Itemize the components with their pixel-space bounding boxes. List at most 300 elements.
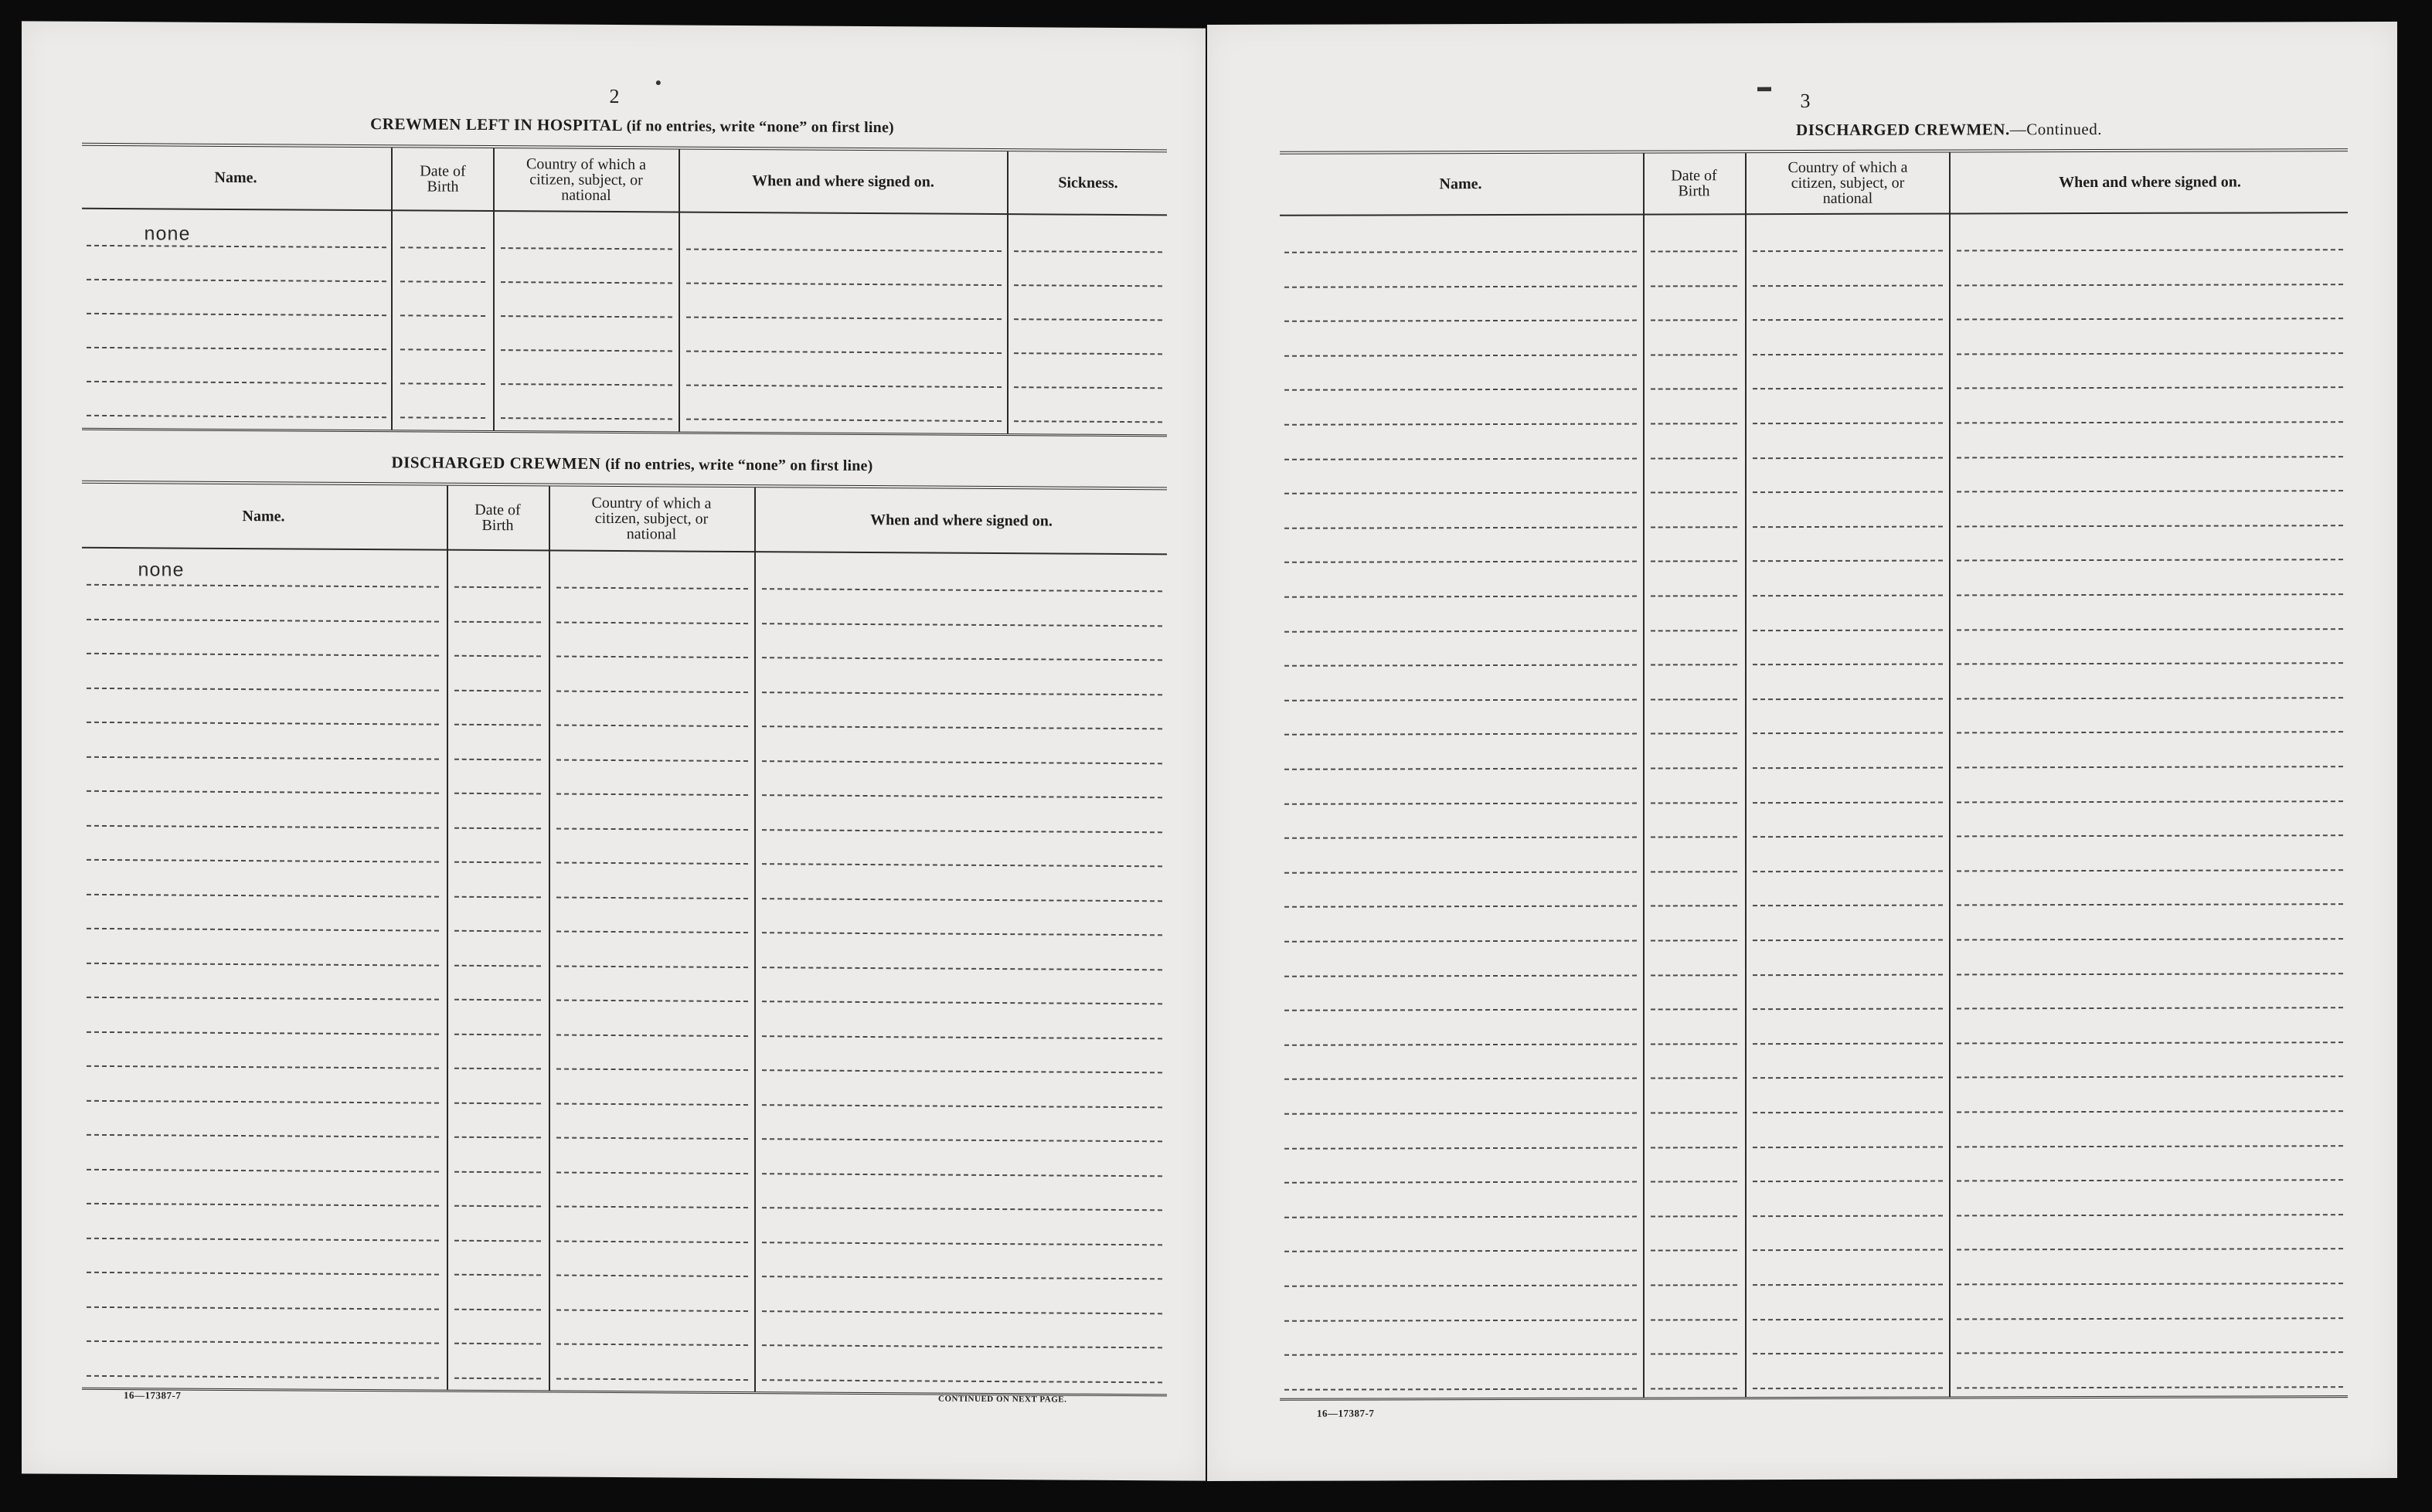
ink-speck: • [655,73,662,93]
ruled-line [1651,698,1737,700]
ruled-line [87,928,439,932]
discharged-col-signed: When and where signed on. [870,511,1053,530]
ruled-line [454,1308,541,1310]
ruled-line [1957,1351,2343,1354]
ruled-line [1753,767,1943,770]
hospital-col-country: Country of which a citizen, subject, or national [526,155,646,204]
ruled-line [1284,940,1637,943]
hospital-col-name: Name. [214,168,257,187]
ruled-line [87,1272,439,1276]
ruled-line [1957,1179,2343,1181]
ruled-line [1284,802,1637,804]
ruled-line [1753,491,1943,494]
cont-col-signed: When and where signed on. [2059,173,2241,192]
ruled-line [686,419,1002,422]
ruled-line [87,1306,439,1310]
hospital-divider [391,148,393,430]
ruled-line [556,1275,748,1278]
hospital-table [82,143,1167,437]
ruled-line [1284,423,1637,426]
ruled-line [87,653,439,657]
cont-col-name: Name. [1439,175,1482,193]
ruled-line [87,347,386,350]
ruled-line [762,1069,1162,1073]
ruled-line [556,621,748,624]
ruled-line [556,931,748,934]
ruled-line [454,1033,541,1035]
ruled-line [1957,938,2343,940]
ruled-line [1753,423,1943,425]
ruled-line [454,724,541,726]
ruled-line [1284,251,1637,253]
ruled-line [556,827,748,831]
ruled-line [1651,319,1737,321]
ruled-line [1753,905,1943,907]
ruled-line [1957,628,2343,630]
ruled-line [400,280,485,283]
ruled-line [1284,630,1637,632]
ruled-line [556,725,748,728]
ruled-line [454,827,541,829]
right-page [1207,22,2397,1481]
ruled-line [1651,1043,1737,1045]
ruled-line [686,351,1002,354]
ruled-line [1957,559,2343,562]
ruled-line [87,618,439,622]
ruled-line [556,1344,748,1347]
cont-divider [1949,152,1951,1396]
ruled-line [1284,1354,1637,1356]
ruled-line [501,315,672,318]
ruled-line [1957,284,2343,286]
discharged-title: DISCHARGED CREWMEN [391,453,601,473]
ruled-line [1753,870,1943,872]
ruled-line [1957,1283,2343,1285]
cont-divider [1745,153,1747,1397]
ruled-line [762,623,1162,627]
ruled-line [454,999,541,1001]
ruled-line [762,1379,1162,1383]
ruled-line [1284,664,1637,667]
ruled-line [556,1171,748,1174]
ruled-line [1753,973,1943,976]
ruled-line [556,1378,748,1381]
ruled-line [762,1310,1162,1314]
discharged-table [82,481,1167,1397]
ruled-line [454,861,541,864]
hospital-divider [493,148,495,430]
ruled-line [1651,1181,1737,1182]
ruled-line [1651,595,1737,596]
discharged-divider [549,486,550,1390]
ruled-line [87,756,439,759]
ruled-line [762,1104,1162,1108]
ruled-line [1014,352,1162,355]
discharged-continued-table [1280,148,2348,1401]
discharged-divider [754,488,756,1391]
ruled-line [1957,732,2343,734]
ruled-line [1957,1214,2343,1216]
ruled-line [1284,1319,1637,1321]
ruled-line [556,965,748,968]
ruled-line [1753,457,1943,459]
ruled-line [1284,974,1637,977]
ruled-line [87,381,386,384]
ruled-line [1284,285,1637,287]
ruled-line [1753,1008,1943,1011]
form-number-left: 16—17387-7 [124,1389,182,1402]
ruled-line [1753,732,1943,735]
ruled-line [1957,456,2343,458]
ruled-line [1651,1284,1737,1286]
ruled-line [1284,1078,1637,1080]
ruled-line [1753,664,1943,666]
ruled-line [454,1377,541,1379]
ruled-line [1753,1112,1943,1114]
ruled-line [87,245,386,248]
ruled-line [1957,525,2343,527]
ruled-line [1284,354,1637,356]
discharged-divider [447,486,448,1390]
ruled-line [686,283,1002,286]
ruled-line [762,794,1162,798]
ruled-line [762,863,1162,867]
hospital-subtitle: (if no entries, write “none” on first line) [626,117,894,137]
ruled-line [87,1099,439,1103]
ruled-line [87,1134,439,1138]
ruled-line [1651,1215,1737,1217]
cont-divider [1643,154,1645,1398]
hospital-section-title [99,113,1165,138]
ruled-line [1957,904,2343,906]
discharged-section-title [99,451,1165,477]
ruled-line [1957,1076,2343,1079]
ruled-line [762,932,1162,936]
ruled-line [1651,457,1737,459]
ruled-line [1957,1317,2343,1320]
ruled-line [556,793,748,797]
ruled-line [1651,767,1737,769]
ruled-line [1957,697,2343,699]
ruled-line [1284,733,1637,736]
ruled-line [454,1068,541,1070]
ruled-line [1957,490,2343,492]
ruled-line [87,1168,439,1172]
ruled-line [1957,318,2343,320]
ruled-line [454,1171,541,1173]
ruled-line [762,760,1162,764]
ruled-line [87,893,439,897]
ruled-line [1284,1181,1637,1184]
ruled-line [1753,1387,1943,1389]
ruled-line [1753,595,1943,597]
ruled-line [762,588,1162,592]
ruled-line [454,964,541,967]
ruled-line [1014,250,1162,253]
ruled-line [1284,1285,1637,1287]
ruled-line [400,314,485,317]
ruled-line [1957,1386,2343,1388]
ruled-line [1957,387,2343,389]
ruled-line [1284,1043,1637,1045]
ruled-line [1753,525,1943,528]
discharged-col-dob: Date of Birth [474,501,521,535]
ruled-line [1651,939,1737,941]
ruled-line [1753,801,1943,804]
hospital-divider [679,150,680,432]
ruled-line [454,1343,541,1345]
ruled-line [556,1103,748,1106]
ruled-line [454,930,541,933]
ruled-line [1284,320,1637,322]
ruled-line [1651,1319,1737,1320]
ruled-line [556,1069,748,1072]
ruled-line [1651,561,1737,562]
ruled-line [1957,249,2343,251]
ruled-line [1753,1042,1943,1045]
ruled-line [1957,800,2343,803]
ruled-line [1651,906,1737,907]
ruled-line [400,382,485,385]
ruled-line [556,1309,748,1312]
ruled-line [87,859,439,863]
ruled-line [87,1237,439,1241]
hospital-col-signed: When and where signed on. [752,172,934,191]
hospital-col-dob: Date of Birth [420,162,466,195]
ruled-line [556,1240,748,1243]
ruled-line [1753,284,1943,287]
ruled-line [454,1239,541,1242]
ruled-line [762,1344,1162,1348]
continued-note: CONTINUED ON NEXT PAGE. [938,1394,1067,1405]
ruled-line [1284,871,1637,873]
ruled-line [1651,1008,1737,1010]
discharged-subtitle: (if no entries, write “none” on first line) [605,455,873,475]
discharged-continued-title [1516,119,2382,141]
ruled-line [1651,1147,1737,1148]
ruled-line [1651,1388,1737,1389]
ruled-line [87,313,386,316]
ruled-line [1753,1181,1943,1183]
discharged-col-country: Country of which a citizen, subject, or national [591,494,712,543]
ruled-line [1651,733,1737,735]
discharged-col-name: Name. [242,508,285,525]
ruled-line [1284,596,1637,598]
ruled-line [762,657,1162,661]
ruled-line [1957,1249,2343,1251]
form-number-right: 16—17387-7 [1317,1407,1375,1419]
ruled-line [762,1001,1162,1004]
ruled-line [1651,491,1737,493]
ruled-line [454,1205,541,1208]
ruled-line [1284,1250,1637,1252]
ruled-line [762,898,1162,902]
page-number-left: 2 [609,84,620,108]
ruled-line [1284,837,1637,839]
ruled-line [556,896,748,899]
ruled-line [454,1274,541,1276]
ruled-line [1284,526,1637,528]
ruled-line [400,416,485,419]
ruled-line [454,586,541,589]
ruled-line [762,691,1162,695]
ruled-line [87,279,386,282]
ruled-line [1014,284,1162,287]
ruled-line [87,1340,439,1344]
ruled-line [454,620,541,623]
ruled-line [556,1206,748,1209]
ruled-line [762,1035,1162,1039]
ruled-line [1753,1077,1943,1079]
ruled-line [1284,1215,1637,1218]
ruled-line [1753,939,1943,942]
ruled-line [762,1207,1162,1211]
ruled-line [1651,250,1737,252]
ruled-line [1651,871,1737,872]
ruled-line [87,687,439,691]
ruled-line [501,349,672,352]
ruled-line [1957,1145,2343,1147]
ruled-line [87,790,439,794]
ruled-line [1957,973,2343,975]
hospital-table-header [82,146,1167,216]
ruled-line [87,1031,439,1035]
ruled-line [1651,1078,1737,1079]
cont-col-dob: Date of Birth [1671,167,1717,200]
ruled-line [1284,1113,1637,1115]
ruled-line [556,587,748,590]
ruled-line [1014,420,1162,423]
ruled-line [454,793,541,795]
ruled-line [1957,766,2343,768]
ruled-line [762,967,1162,970]
ruled-line [1753,836,1943,838]
ruled-line [1651,974,1737,976]
ruled-line [1957,1110,2343,1113]
continued-label: —Continued. [2009,119,2102,139]
ruled-line [1651,802,1737,804]
ruled-line [556,1137,748,1140]
ruled-line [1284,768,1637,770]
ruled-line [1651,664,1737,665]
ruled-line [501,281,672,284]
ruled-line [1753,698,1943,700]
ruled-line [762,1173,1162,1177]
ruled-line [762,1138,1162,1142]
ruled-line [501,383,672,386]
ruled-line [1957,834,2343,837]
ruled-line [87,824,439,828]
ruled-line [454,1102,541,1104]
ruled-line [762,725,1162,729]
ruled-line [87,997,439,1001]
discharged-entry: none [138,559,185,583]
ruled-line [1651,1353,1737,1354]
hospital-entry: none [144,223,191,246]
ruled-line [1753,319,1943,321]
ruled-line [1753,250,1943,253]
ruled-line [1753,1249,1943,1252]
ink-speck: ▬ [1757,79,1771,95]
ruled-line [1651,389,1737,390]
ruled-line [87,415,386,418]
ruled-line [556,690,748,693]
ruled-line [1284,1388,1637,1390]
ruled-line [1651,630,1737,631]
ruled-line [1957,1007,2343,1009]
ruled-line [556,1000,748,1003]
ruled-line [1651,354,1737,355]
ruled-line [1753,629,1943,631]
discharged-table-header [82,484,1167,556]
ruled-line [454,655,541,657]
ruled-line [556,759,748,762]
ruled-line [1957,593,2343,596]
ruled-line [454,895,541,898]
ruled-line [556,656,748,659]
hospital-divider [1007,151,1009,433]
ruled-line [1753,1318,1943,1320]
ruled-line [454,689,541,691]
ruled-line [1957,421,2343,423]
ruled-line [1284,457,1637,460]
ruled-line [1014,386,1162,389]
ruled-line [1651,285,1737,287]
left-page [22,21,1206,1480]
ruled-line [1284,492,1637,494]
ruled-line [1753,1146,1943,1148]
ruled-line [87,1203,439,1207]
ruled-line [400,246,485,249]
ruled-line [1957,1041,2343,1044]
ruled-line [1651,526,1737,528]
ruled-line [762,829,1162,833]
ruled-line [87,962,439,966]
ruled-line [1753,560,1943,562]
ruled-line [1957,662,2343,664]
ruled-line [556,862,748,865]
ruled-line [87,722,439,725]
ruled-line [1957,352,2343,355]
discharged-continued-header [1280,151,2348,216]
ruled-line [501,417,672,420]
ruled-line [1284,1147,1637,1149]
ruled-line [762,1242,1162,1245]
ruled-line [1284,906,1637,908]
ruled-line [1651,1250,1737,1252]
ruled-line [1753,353,1943,355]
ruled-line [1753,388,1943,390]
ruled-line [686,385,1002,388]
ruled-line [1957,869,2343,872]
ruled-line [454,1137,541,1139]
ruled-line [1651,836,1737,838]
ruled-line [556,1034,748,1037]
ruled-line [400,348,485,351]
hospital-col-sickness: Sickness. [1058,174,1118,192]
ruled-line [1651,1112,1737,1113]
ruled-line [1014,318,1162,321]
ruled-line [1651,423,1737,424]
ruled-line [1284,561,1637,563]
page-number-right: 3 [1800,89,1811,113]
ruled-line [87,1374,439,1378]
ruled-line [501,247,672,250]
ruled-line [1753,1284,1943,1286]
discharged-continued-heading: DISCHARGED CREWMEN. [1796,120,2010,140]
ruled-line [1284,1009,1637,1011]
ruled-line [1284,389,1637,391]
